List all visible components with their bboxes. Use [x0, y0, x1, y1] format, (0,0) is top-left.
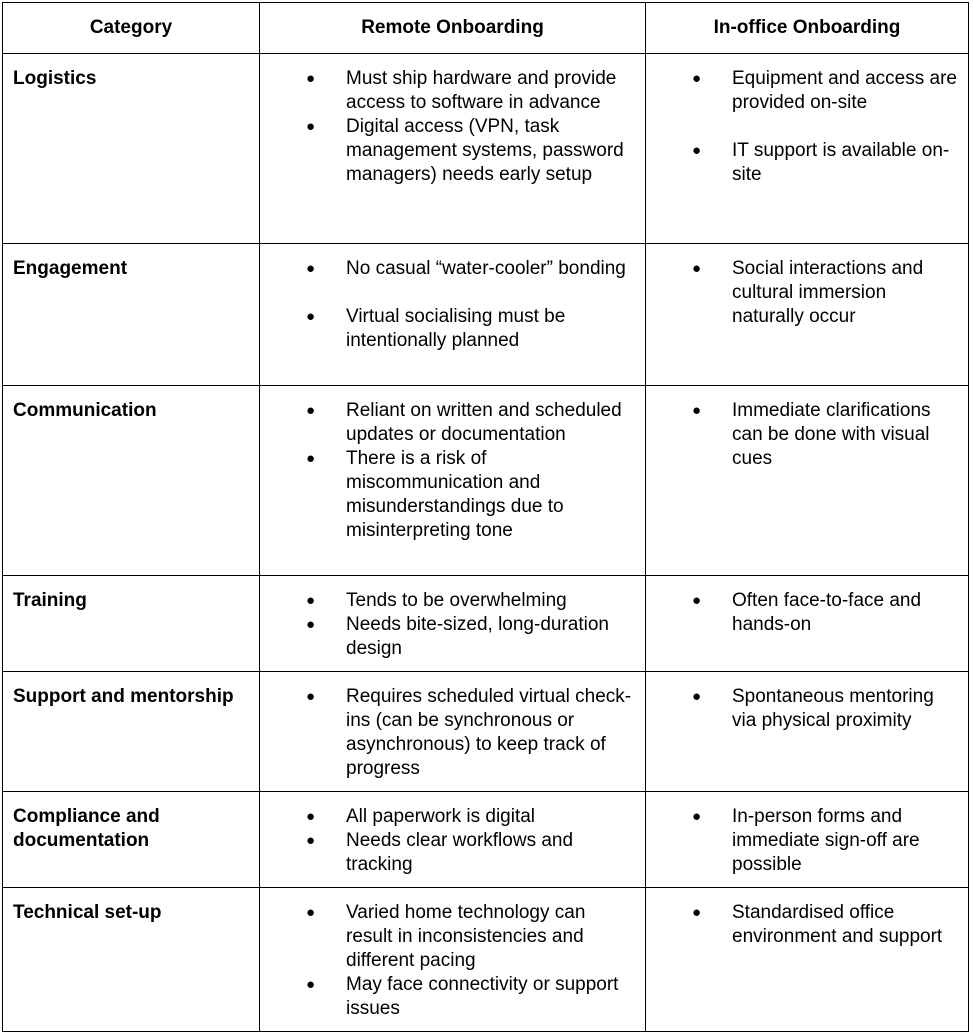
office-cell — [646, 244, 969, 386]
office-cell — [646, 672, 969, 792]
table-row — [3, 672, 969, 792]
table-row — [3, 244, 969, 386]
list-item: ● No casual “water-cooler” bonding — [306, 257, 637, 281]
list-item: ● Must ship hardware and provide access to software in advance — [306, 67, 637, 115]
row-category: Communication — [3, 386, 260, 576]
row-category: Technical set-up — [3, 888, 260, 1032]
list-item: ● Varied home technology can result in inconsistencies and different pacing — [306, 901, 637, 973]
list-item: ● Spontaneous mentoring via physical proximity — [692, 685, 960, 733]
table-row — [3, 54, 969, 244]
remote-cell — [260, 792, 646, 888]
list-item: ● IT support is available on-site — [692, 139, 960, 187]
table-row — [3, 576, 969, 672]
remote-cell — [260, 54, 646, 244]
header-row — [3, 3, 969, 54]
list-item: ● Equipment and access are provided on-site — [692, 67, 960, 115]
office-cell — [646, 888, 969, 1032]
list-item: ● Standardised office environment and support — [692, 901, 960, 949]
list-item: ● Needs clear workflows and tracking — [306, 829, 637, 877]
row-category: Compliance and documentation — [3, 792, 260, 888]
remote-cell — [260, 386, 646, 576]
row-category: Support and mentorship — [3, 672, 260, 792]
remote-cell — [260, 672, 646, 792]
office-cell — [646, 386, 969, 576]
table-row — [3, 386, 969, 576]
row-category: Engagement — [3, 244, 260, 386]
row-category: Training — [3, 576, 260, 672]
list-item: ● Social interactions and cultural immersion naturally occur — [692, 257, 960, 329]
comparison-table — [2, 2, 969, 1032]
office-cell — [646, 54, 969, 244]
header-remote: Remote Onboarding — [260, 3, 646, 54]
office-cell — [646, 792, 969, 888]
remote-cell — [260, 244, 646, 386]
table-row — [3, 888, 969, 1032]
list-item: ● Requires scheduled virtual check-ins (can be synchronous or asynchronous) to keep track of progress — [306, 685, 637, 781]
office-cell — [646, 576, 969, 672]
list-item: ● Tends to be overwhelming — [306, 589, 637, 613]
list-item: ● Often face-to-face and hands-on — [692, 589, 960, 637]
list-item: ● All paperwork is digital — [306, 805, 637, 829]
remote-cell — [260, 576, 646, 672]
remote-cell — [260, 888, 646, 1032]
row-category: Logistics — [3, 54, 260, 244]
list-item: ● Digital access (VPN, task management systems, password managers) needs early setup — [306, 115, 637, 187]
header-category: Category — [3, 3, 260, 54]
table-row — [3, 792, 969, 888]
list-item: ● Immediate clarifications can be done with visual cues — [692, 399, 960, 471]
list-item: ● In-person forms and immediate sign-off are possible — [692, 805, 960, 877]
list-item: ● Needs bite-sized, long-duration design — [306, 613, 637, 661]
list-item: ● Virtual socialising must be intentionally planned — [306, 305, 637, 353]
list-item: ● Reliant on written and scheduled updates or documentation — [306, 399, 637, 447]
list-item: ● May face connectivity or support issues — [306, 973, 637, 1021]
header-office: In-office Onboarding — [646, 3, 969, 54]
list-item: ● There is a risk of miscommunication and misunderstandings due to misinterpreting tone — [306, 447, 637, 543]
